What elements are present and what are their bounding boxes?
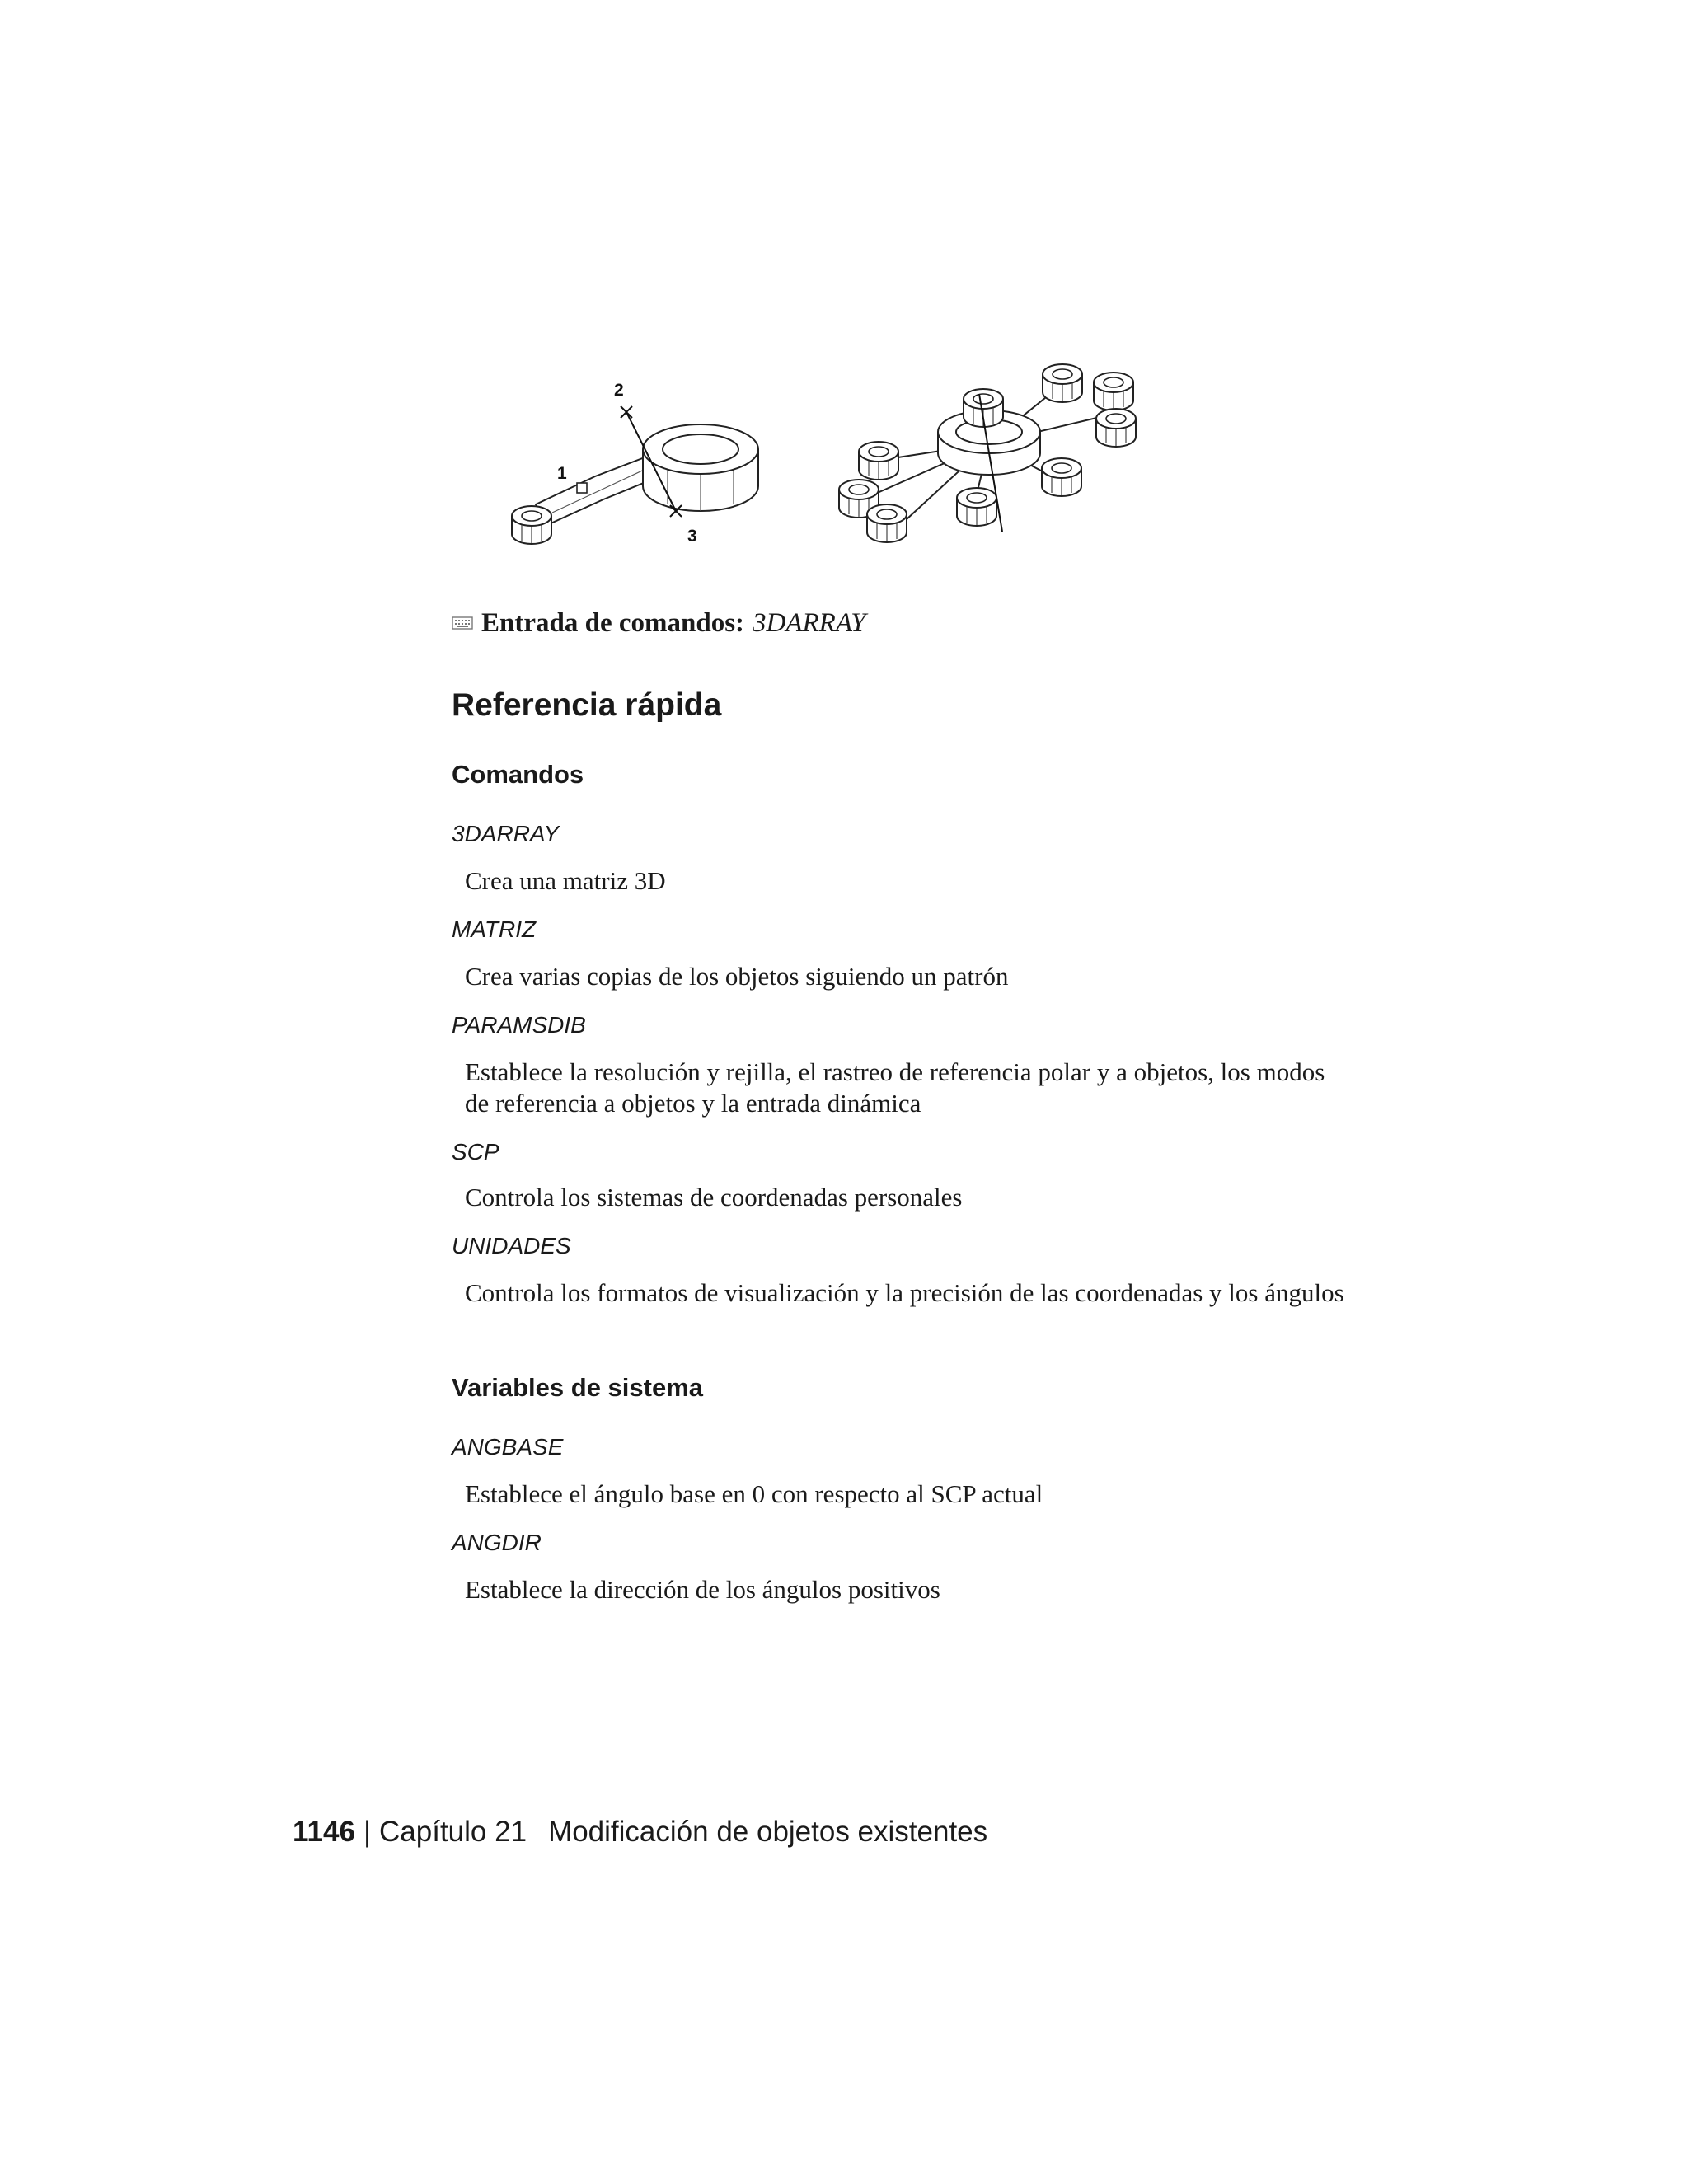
command-description: Crea una matriz 3D (465, 866, 666, 895)
command-name: SCP (452, 1139, 499, 1165)
command-entry (452, 608, 866, 638)
callout-1: 1 (557, 464, 567, 483)
command-description: Crea varias copias de los objetos siguiendo un patrón (465, 962, 1009, 991)
polar-array-drawing (839, 364, 1136, 542)
command-name: MATRIZ (452, 916, 537, 942)
callout-3: 3 (687, 527, 697, 546)
page-footer (293, 1816, 987, 1849)
command-name: UNIDADES (452, 1233, 571, 1258)
chapter-title: Modificación de objetos existentes (548, 1816, 988, 1848)
command-name: PARAMSDIB (452, 1012, 586, 1038)
command-description: Controla los sistemas de coordenadas personales (465, 1183, 963, 1212)
command-entry-label: Entrada de comandos: (481, 607, 745, 638)
command-description: Controla los formatos de visualización y la precisión de las coordenadas y los ángulos (465, 1278, 1344, 1307)
single-part-drawing (512, 406, 758, 544)
system-variable-description: Establece la dirección de los ángulos positivos (465, 1575, 940, 1604)
keyboard-icon (452, 615, 473, 631)
system-variable-name: ANGBASE (452, 1434, 564, 1460)
section-title: Referencia rápida (452, 687, 722, 723)
chapter-label: Capítulo 21 (379, 1816, 528, 1848)
command-name: 3DARRAY (452, 821, 560, 846)
command-description: Establece la resolución y rejilla, el rastreo de referencia polar y a objetos, los modos de referencia a objetos y la entrada dinámica (465, 1057, 1325, 1118)
system-variable-description: Establece el ángulo base en 0 con respecto al SCP actual (465, 1479, 1043, 1508)
figure-3darray (495, 354, 1170, 560)
callout-2: 2 (614, 381, 624, 400)
system-variables-heading: Variables de sistema (452, 1373, 704, 1402)
system-variable-name: ANGDIR (452, 1530, 542, 1555)
footer-separator: | (363, 1816, 372, 1848)
commands-heading: Comandos (452, 760, 584, 789)
command-entry-value: 3DARRAY (753, 607, 866, 638)
page-number: 1146 (293, 1816, 355, 1848)
figure-drawing (495, 354, 1170, 560)
